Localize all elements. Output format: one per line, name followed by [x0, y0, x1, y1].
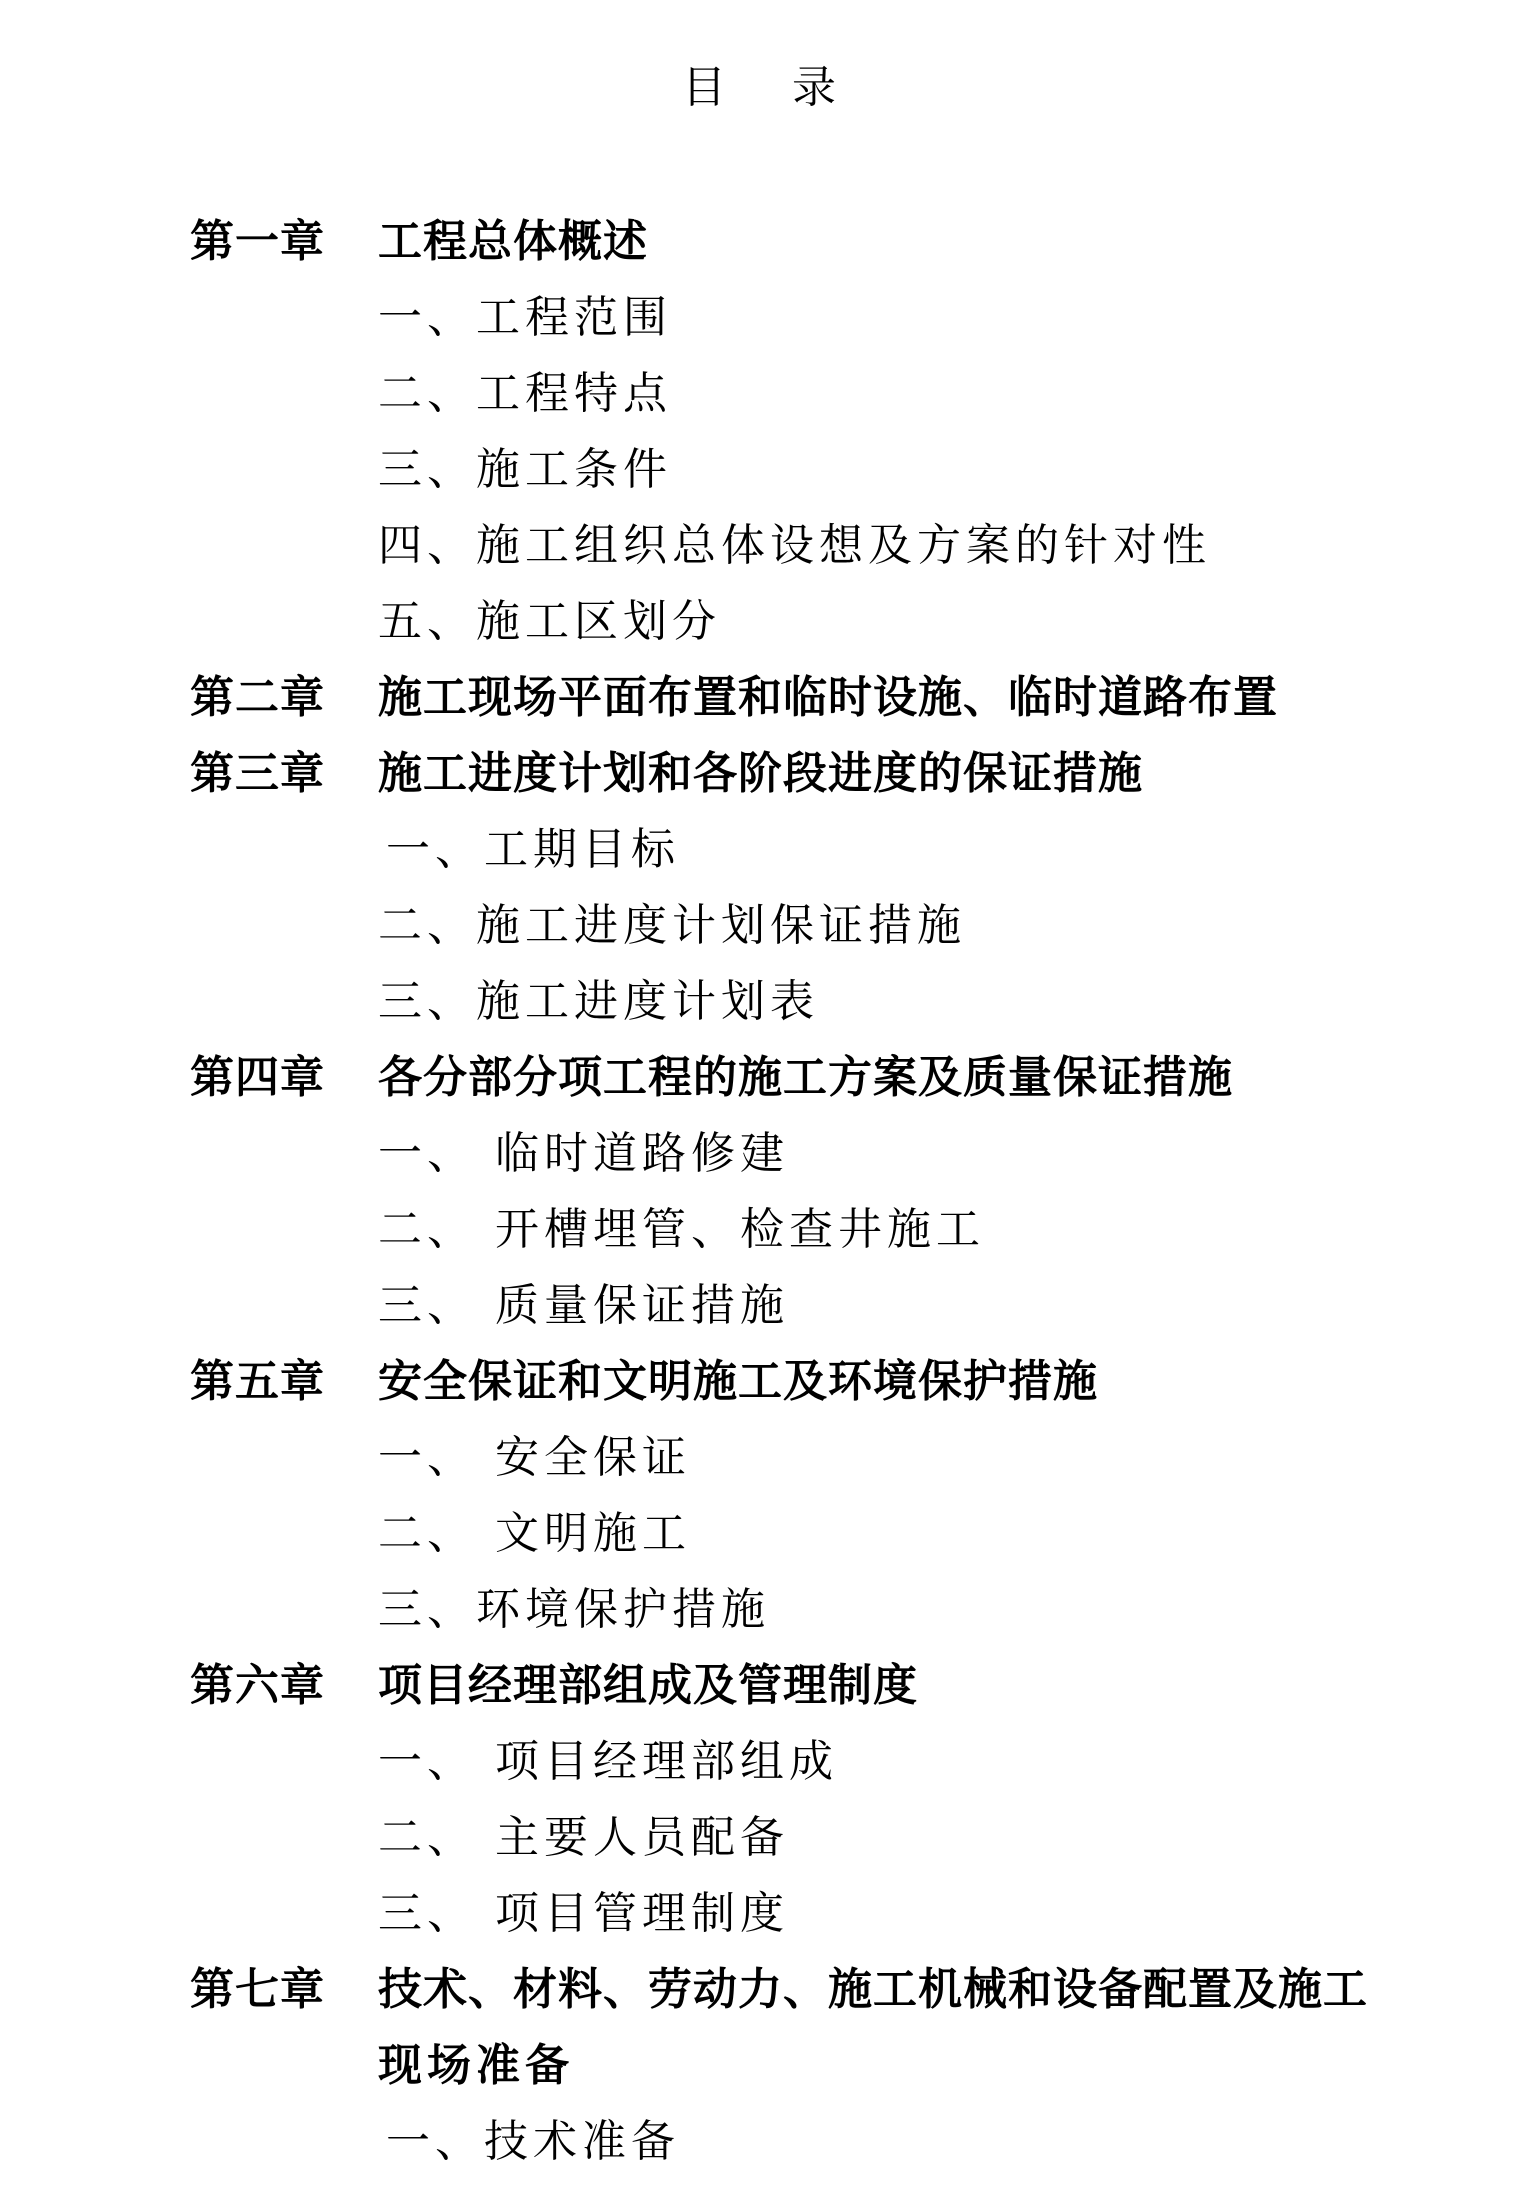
toc-chapter — [190, 1952, 1430, 2028]
toc-chapter — [190, 660, 1430, 736]
toc-section — [190, 1800, 1430, 1876]
toc-section — [190, 2104, 1430, 2180]
toc-section — [190, 964, 1430, 1040]
section-title: 二、工程特点 — [378, 368, 672, 419]
chapter-number: 第七章 — [190, 1964, 325, 2015]
toc-chapter — [190, 1040, 1430, 1116]
toc-title: 目 录 — [682, 62, 838, 113]
chapter-title: 工程总体概述 — [378, 216, 648, 267]
chapter-number: 第六章 — [190, 1660, 325, 1711]
chapter-title: 各分部分项工程的施工方案及质量保证措施 — [378, 1052, 1233, 1103]
toc-section — [190, 1572, 1430, 1648]
chapter-number: 第一章 — [190, 216, 325, 267]
chapter-number: 第五章 — [190, 1356, 325, 1407]
chapter-title: 项目经理部组成及管理制度 — [378, 1660, 918, 1711]
toc-section — [190, 432, 1430, 508]
section-title: 一、工程范围 — [378, 292, 672, 343]
toc-section — [190, 1116, 1430, 1192]
toc-section — [190, 508, 1430, 584]
chapter-number: 第四章 — [190, 1052, 325, 1103]
toc-section — [190, 1496, 1430, 1572]
section-title: 一、 临时道路修建 — [378, 1128, 789, 1179]
toc-section — [190, 584, 1430, 660]
section-title: 二、 文明施工 — [378, 1508, 691, 1559]
section-title: 一、 项目经理部组成 — [378, 1736, 838, 1787]
toc-chapter — [190, 736, 1430, 812]
toc-chapter — [190, 1344, 1430, 1420]
chapter-title-continuation: 现场准备 — [378, 2040, 574, 2091]
toc-section — [190, 888, 1430, 964]
section-title: 三、 项目管理制度 — [378, 1888, 789, 1939]
chapter-number: 第三章 — [190, 748, 325, 799]
chapter-title: 施工进度计划和各阶段进度的保证措施 — [378, 748, 1143, 799]
section-title: 四、施工组织总体设想及方案的针对性 — [378, 520, 1211, 571]
section-title: 二、 开槽埋管、检查井施工 — [378, 1204, 985, 1255]
chapter-title: 施工现场平面布置和临时设施、临时道路布置 — [378, 672, 1278, 723]
section-title: 三、环境保护措施 — [378, 1584, 770, 1635]
toc-section — [190, 1876, 1430, 1952]
section-title: 三、施工条件 — [378, 444, 672, 495]
section-title: 二、施工进度计划保证措施 — [378, 900, 966, 951]
toc-section — [190, 1724, 1430, 1800]
toc-chapter — [190, 1648, 1430, 1724]
section-title: 一、技术准备 — [386, 2116, 680, 2167]
toc-section — [190, 1192, 1430, 1268]
chapter-title: 技术、材料、劳动力、施工机械和设备配置及施工 — [378, 1964, 1368, 2015]
section-title: 一、 安全保证 — [378, 1432, 691, 1483]
toc-chapter-continuation — [190, 2028, 1430, 2104]
section-title: 五、施工区划分 — [378, 596, 721, 647]
section-title: 三、施工进度计划表 — [378, 976, 819, 1027]
chapter-number: 第二章 — [190, 672, 325, 723]
toc-section — [190, 280, 1430, 356]
chapter-title: 安全保证和文明施工及环境保护措施 — [378, 1356, 1098, 1407]
section-title: 一、工期目标 — [386, 824, 680, 875]
toc-section — [190, 1420, 1430, 1496]
toc-section — [190, 356, 1430, 432]
table-of-contents — [190, 204, 1430, 2180]
section-title: 二、 主要人员配备 — [378, 1812, 789, 1863]
section-title: 三、 质量保证措施 — [378, 1280, 789, 1331]
toc-section — [190, 812, 1430, 888]
toc-section — [190, 1268, 1430, 1344]
toc-chapter — [190, 204, 1430, 280]
